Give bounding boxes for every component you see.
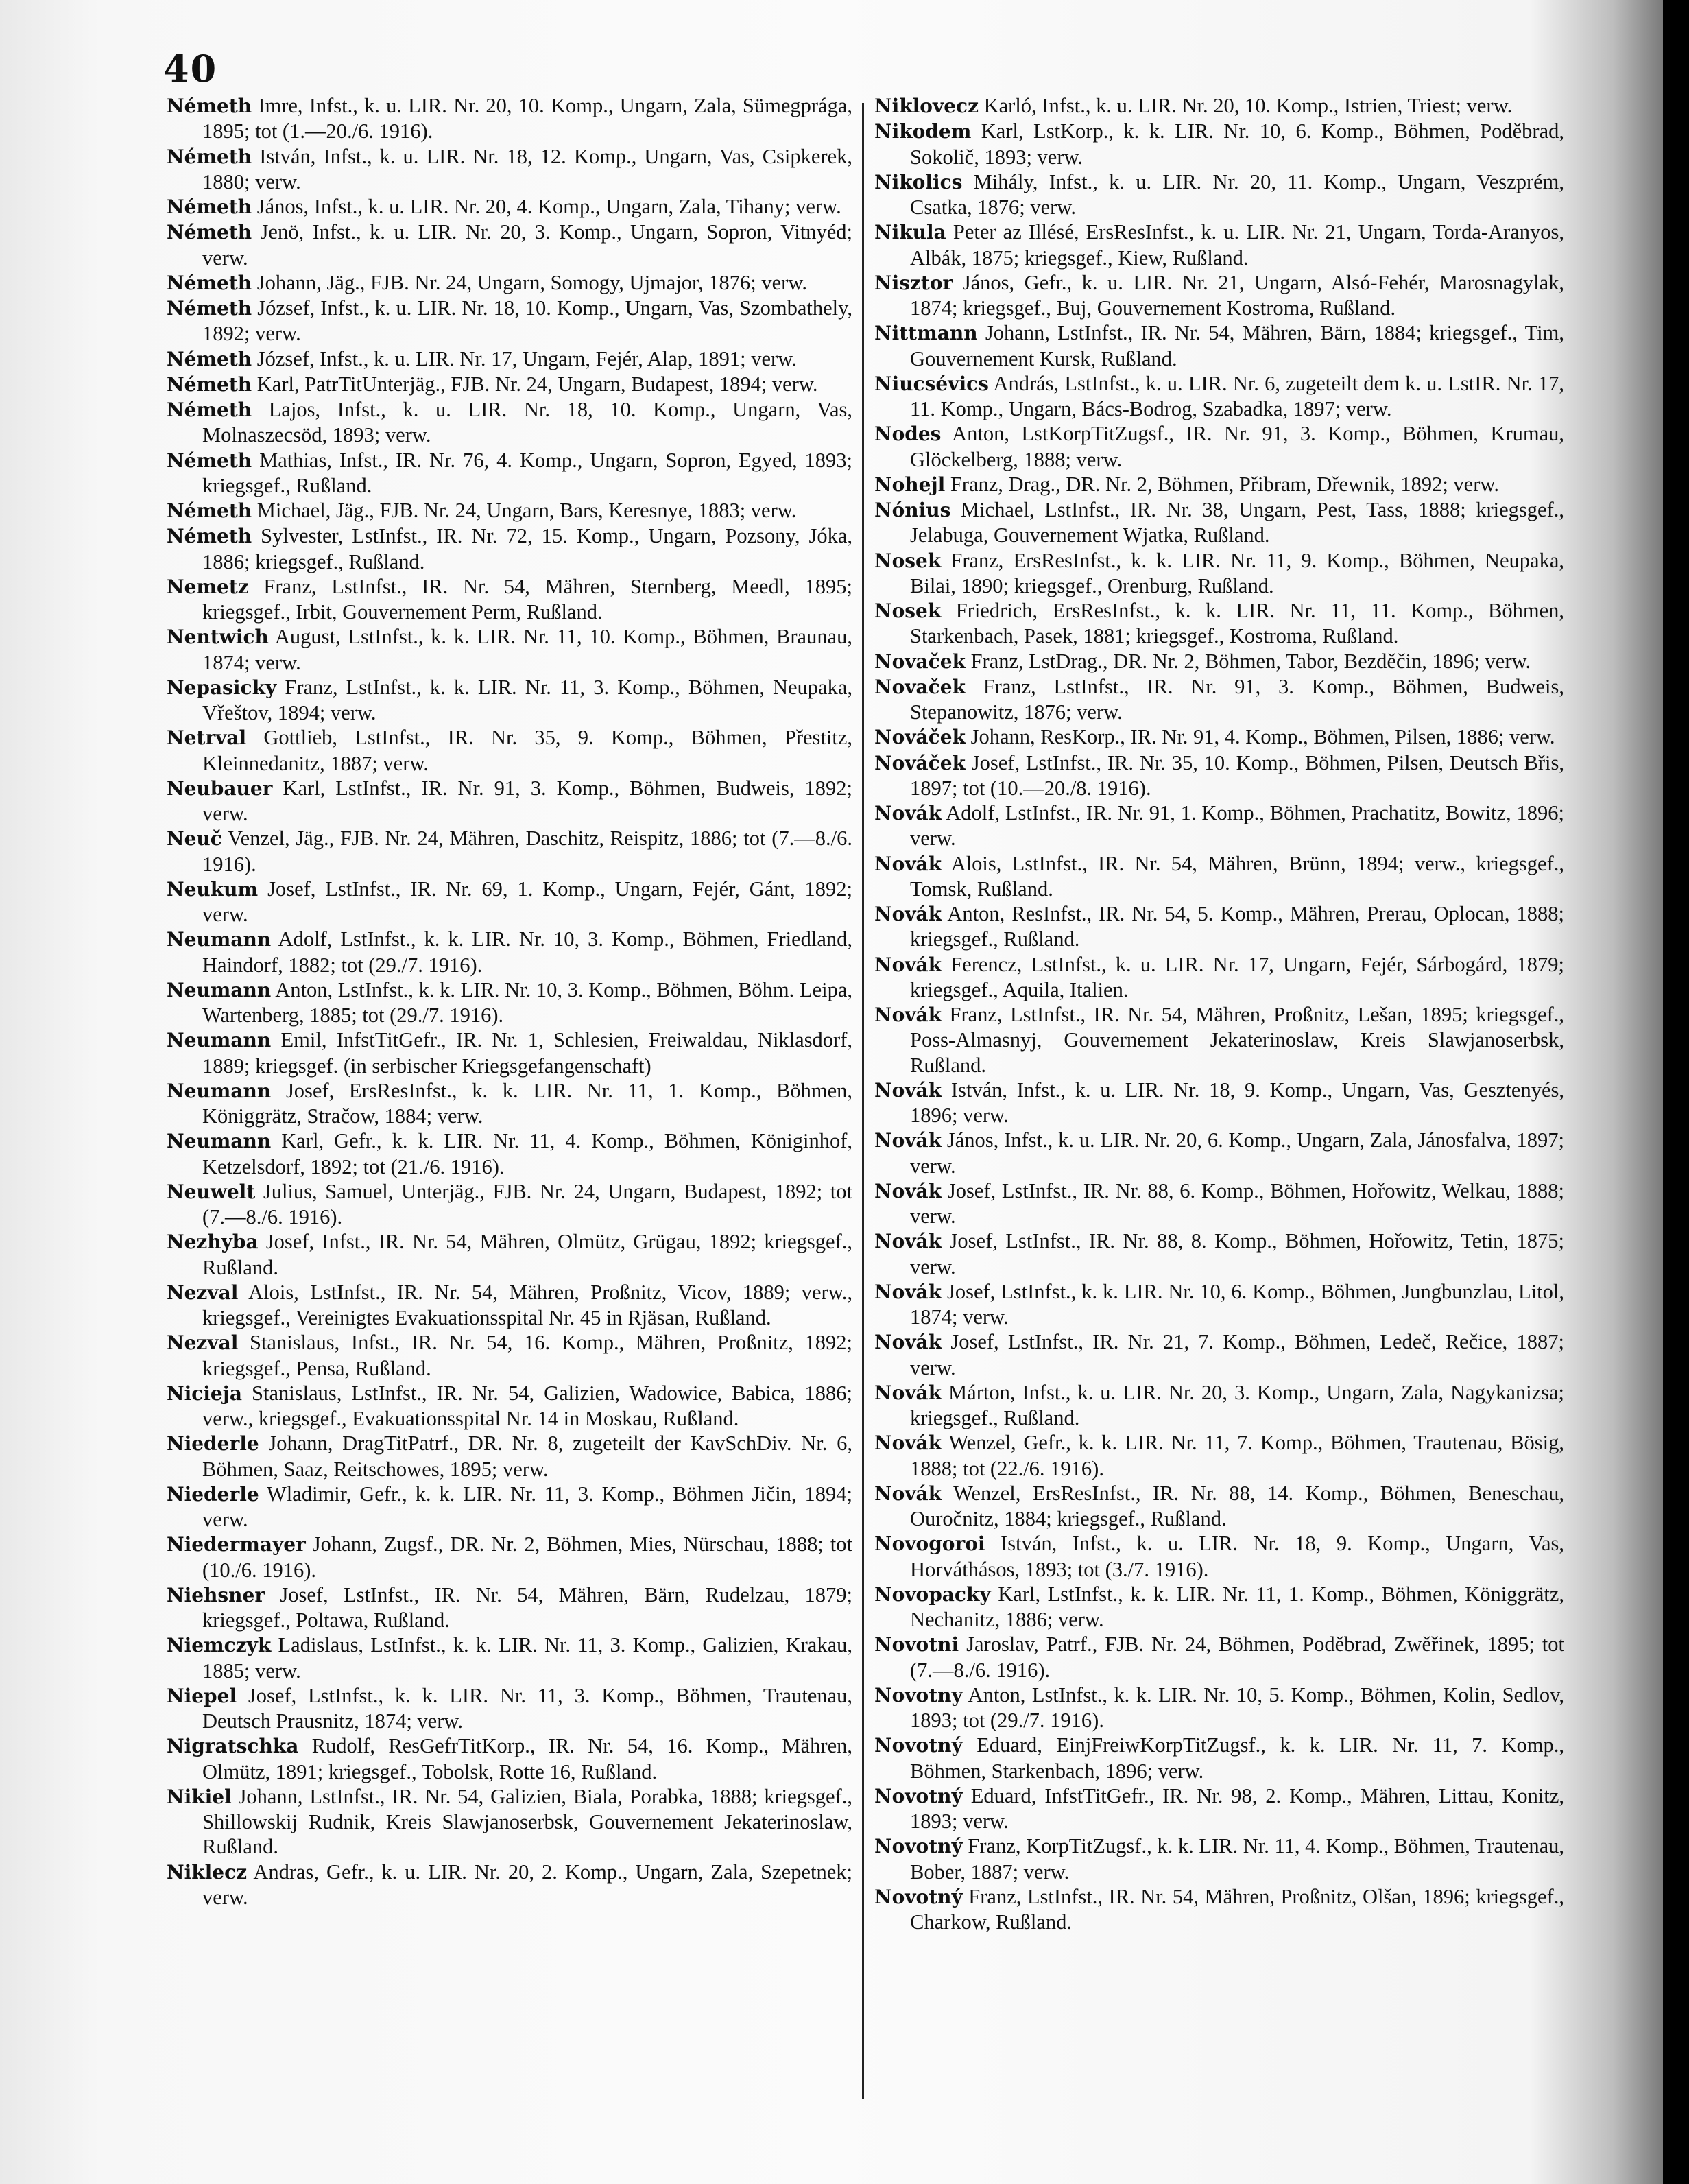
casualty-entry — [874, 1178, 1564, 1229]
casualty-entry — [167, 1582, 852, 1633]
casualty-entry — [167, 346, 852, 372]
entry-details: Márton, Infst., k. u. LIR. Nr. 20, 3. Komp., Ungarn, Zala, Nagykanizsa; kriegsgef., Rußland. — [910, 1380, 1564, 1429]
entry-details: August, LstInfst., k. k. LIR. Nr. 11, 10. Komp., Böhmen, Braunau, 1874; verw. — [202, 625, 852, 674]
casualty-entry — [167, 194, 852, 219]
entry-details: Adolf, LstInfst., IR. Nr. 91, 1. Komp., Böhmen, Prachatitz, Bowitz, 1896; verw. — [910, 801, 1564, 851]
entry-surname: Novogoroi — [874, 1532, 985, 1556]
casualty-entry — [874, 119, 1564, 169]
entry-details: Karl, PatrTitUnterjäg., FJB. Nr. 24, Ungarn, Budapest, 1894; verw. — [252, 372, 818, 396]
entry-details: János, Infst., k. u. LIR. Nr. 20, 6. Komp., Ungarn, Zala, Jánosfalva, 1897; verw. — [910, 1128, 1564, 1178]
entry-surname: Nemetz — [167, 575, 249, 598]
casualty-entry — [167, 498, 852, 523]
casualty-entry — [874, 472, 1564, 497]
entry-surname: Nicieja — [167, 1381, 243, 1405]
entry-details: Franz, LstInfst., k. k. LIR. Nr. 11, 3. Komp., Böhmen, Neupaka, Vřeštov, 1894; verw. — [202, 675, 852, 724]
entry-surname: Nezhyba — [167, 1231, 259, 1254]
casualty-entry — [874, 901, 1564, 952]
casualty-entry — [167, 144, 852, 195]
entry-details: Sylvester, LstInfst., IR. Nr. 72, 15. Komp., Ungarn, Pozsony, Jóka, 1886; kriegsgef., Rußland. — [202, 524, 852, 573]
entry-details: Ferencz, LstInfst., k. u. LIR. Nr. 17, Ungarn, Fejér, Sárbogárd, 1879; kriegsgef., Aquila, Italien. — [910, 952, 1564, 1001]
casualty-entry — [167, 523, 852, 574]
entry-surname: Nepasicky — [167, 676, 277, 699]
entry-surname: Novák — [874, 953, 942, 976]
casualty-entry — [874, 1783, 1564, 1834]
casualty-entry — [167, 1028, 852, 1078]
casualty-entry — [874, 750, 1564, 801]
entry-details: István, Infst., k. u. LIR. Nr. 18, 12. Komp., Ungarn, Vas, Csipkerek, 1880; verw. — [202, 144, 852, 193]
entry-surname: Novák — [874, 852, 942, 875]
casualty-entry — [874, 270, 1564, 321]
entry-surname: Niklovecz — [874, 95, 979, 117]
entry-details: Mihály, Infst., k. u. LIR. Nr. 20, 11. Komp., Ungarn, Veszprém, Csatka, 1876; verw. — [910, 169, 1564, 219]
entry-details: Ladislaus, LstInfst., k. k. LIR. Nr. 11, 3. Komp., Galizien, Krakau, 1885; verw. — [202, 1633, 852, 1683]
casualty-entry — [874, 1632, 1564, 1683]
entry-details: Wenzel, Gefr., k. k. LIR. Nr. 11, 7. Komp., Böhmen, Trautenau, Bösig, 1888; tot (22./6. 1916). — [910, 1431, 1564, 1480]
entry-details: Wenzel, ErsResInfst., IR. Nr. 88, 14. Komp., Böhmen, Beneschau, Ouročnitz, 1884; kriegsgef., Rußland. — [910, 1481, 1564, 1530]
entry-surname: Niederle — [167, 1432, 259, 1456]
entry-surname: Novák — [874, 1078, 942, 1102]
casualty-entry — [874, 219, 1564, 270]
casualty-entry — [167, 1179, 852, 1230]
entry-surname: Nováček — [874, 726, 966, 749]
entry-surname: Neuč — [167, 827, 222, 851]
entry-surname: Novotný — [874, 1835, 963, 1858]
right-column — [874, 93, 1564, 2151]
entry-surname: Novák — [874, 1129, 942, 1152]
casualty-entry — [874, 548, 1564, 599]
entry-surname: Neumann — [167, 1029, 272, 1052]
entry-details: Jaroslav, Patrf., FJB. Nr. 24, Böhmen, Poděbrad, Zwěřinek, 1895; tot (7.—8./6. 1916). — [910, 1633, 1564, 1682]
entry-surname: Neukum — [167, 877, 259, 901]
entry-surname: Netrval — [167, 726, 247, 750]
casualty-entry — [874, 1430, 1564, 1481]
casualty-entry — [167, 397, 852, 448]
casualty-entry — [167, 675, 852, 726]
casualty-entry — [874, 1329, 1564, 1380]
entry-details: Franz, KorpTitZugsf., k. k. LIR. Nr. 11, 4. Komp., Böhmen, Trautenau, Bober, 1887; verw. — [910, 1834, 1564, 1884]
entry-surname: Németh — [167, 525, 252, 548]
entry-surname: Németh — [167, 399, 252, 421]
entry-surname: Novák — [874, 1482, 942, 1505]
entry-surname: Novotný — [874, 1784, 963, 1807]
casualty-entry — [167, 1784, 852, 1860]
entry-surname: Németh — [167, 449, 252, 472]
entry-details: János, Gefr., k. u. LIR. Nr. 21, Ungarn, Alsó-Fehér, Marosnagylak, 1874; kriegsgef., Buj, Gouvernement Kostroma, Rußland. — [910, 270, 1564, 320]
casualty-entry — [874, 1884, 1564, 1935]
casualty-entry — [874, 1481, 1564, 1532]
entry-details: István, Infst., k. u. LIR. Nr. 18, 9. Komp., Ungarn, Vas, Horváthásos, 1893; tot (3./7. 1916). — [910, 1532, 1564, 1581]
casualty-entry — [874, 674, 1564, 725]
casualty-entry — [167, 1381, 852, 1432]
entry-details: Josef, LstInfst., IR. Nr. 88, 6. Komp., Böhmen, Hořowitz, Welkau, 1888; verw. — [910, 1178, 1564, 1228]
entry-surname: Nittmann — [874, 322, 978, 345]
entry-details: Andras, Gefr., k. u. LIR. Nr. 20, 2. Komp., Ungarn, Zala, Szepetnek; verw. — [202, 1860, 852, 1909]
entry-surname: Neubauer — [167, 776, 273, 800]
casualty-entry — [874, 1582, 1564, 1633]
casualty-entry — [874, 1279, 1564, 1330]
entry-details: Alois, LstInfst., IR. Nr. 54, Mähren, Proßnitz, Vicov, 1889; verw., kriegsgef., Vereinigtes Evakuationsspital Nr. 45 in Rjäsan, Rußland. — [202, 1280, 852, 1329]
casualty-entry — [167, 1078, 852, 1129]
casualty-entry — [874, 649, 1564, 674]
casualty-entry — [167, 1431, 852, 1482]
entry-surname: Novopacky — [874, 1582, 991, 1606]
casualty-entry — [874, 724, 1564, 750]
entry-details: Karl, LstInfst., k. k. LIR. Nr. 11, 1. Komp., Böhmen, Königgrätz, Nechanitz, 1886; verw. — [910, 1582, 1564, 1631]
entry-details: Franz, LstDrag., DR. Nr. 2, Böhmen, Tabor, Bezděčin, 1896; verw. — [965, 649, 1531, 673]
casualty-entry — [167, 1330, 852, 1381]
entry-surname: Németh — [167, 221, 252, 244]
entry-details: Anton, ResInfst., IR. Nr. 54, 5. Komp., Mähren, Prerau, Oplocan, 1888; kriegsgef., Rußland. — [910, 902, 1564, 951]
entry-surname: Nisztor — [874, 271, 953, 294]
left-column — [167, 93, 852, 2151]
entry-surname: Novák — [874, 1179, 942, 1202]
casualty-entry — [874, 598, 1564, 649]
entry-surname: Neumann — [167, 1130, 272, 1153]
entry-surname: Németh — [167, 271, 252, 294]
entry-details: Anton, LstInfst., k. k. LIR. Nr. 10, 5. Komp., Böhmen, Kolin, Sedlov, 1893; tot (29./7. 1916). — [910, 1683, 1564, 1732]
casualty-entry — [167, 448, 852, 499]
casualty-entry — [874, 1228, 1564, 1279]
entry-details: Lajos, Infst., k. u. LIR. Nr. 18, 10. Komp., Ungarn, Vas, Molnaszecsöd, 1893; verw. — [202, 398, 852, 447]
entry-surname: Nónius — [874, 499, 951, 521]
entry-surname: Németh — [167, 145, 252, 168]
entry-surname: Nosek — [874, 549, 942, 572]
casualty-entry — [874, 1078, 1564, 1128]
entry-surname: Németh — [167, 499, 252, 522]
entry-surname: Nohejl — [874, 473, 946, 496]
entry-details: József, Infst., k. u. LIR. Nr. 18, 10. Komp., Ungarn, Vas, Szombathely, 1892; verw. — [202, 296, 852, 346]
entry-surname: Novotny — [874, 1683, 963, 1707]
casualty-entry — [167, 270, 852, 296]
entry-surname: Nodes — [874, 423, 942, 446]
casualty-entry — [167, 776, 852, 827]
casualty-entry — [167, 1229, 852, 1280]
entry-surname: Nigratschka — [167, 1735, 299, 1758]
entry-surname: Nentwich — [167, 626, 269, 649]
casualty-entry — [167, 624, 852, 675]
entry-surname: Novotný — [874, 1734, 963, 1757]
casualty-entry — [874, 952, 1564, 1003]
casualty-entry — [167, 725, 852, 776]
entry-surname: Neuwelt — [167, 1180, 256, 1203]
entry-details: Johann, ResKorp., IR. Nr. 91, 4. Komp., Böhmen, Pilsen, 1886; verw. — [965, 725, 1555, 749]
entry-details: Karl, LstInfst., IR. Nr. 91, 3. Komp., Böhmen, Budweis, 1892; verw. — [202, 776, 852, 825]
casualty-entry — [167, 1532, 852, 1582]
entry-details: Franz, LstInfst., IR. Nr. 54, Mähren, Proßnitz, Lešan, 1895; kriegsgef., Poss-Almasnyj, Gouvernement Jekaterinoslaw, Kreis Slawjanoserbsk, Rußland. — [910, 1003, 1564, 1077]
entry-details: István, Infst., k. u. LIR. Nr. 18, 9. Komp., Ungarn, Vas, Gesztenyés, 1896; verw. — [910, 1078, 1564, 1127]
casualty-entry — [167, 826, 852, 877]
entry-surname: Nezval — [167, 1331, 239, 1355]
entry-details: Johann, Zugsf., DR. Nr. 2, Böhmen, Mies, Nürschau, 1888; tot (10./6. 1916). — [202, 1532, 852, 1582]
entry-details: Karl, LstKorp., k. k. LIR. Nr. 10, 6. Komp., Böhmen, Poděbrad, Sokolič, 1893; verw. — [910, 119, 1564, 169]
casualty-entry — [167, 372, 852, 397]
entry-surname: Németh — [167, 297, 252, 320]
entry-surname: Novaček — [874, 675, 966, 698]
entry-details: Mathias, Infst., IR. Nr. 76, 4. Komp., Ungarn, Sopron, Egyed, 1893; kriegsgef., Rußland. — [202, 448, 852, 497]
entry-surname: Novák — [874, 903, 942, 925]
page-number: 40 — [163, 47, 218, 91]
entry-details: Josef, LstInfst., k. k. LIR. Nr. 11, 3. Komp., Böhmen, Trautenau, Deutsch Prausnitz, 1874; verw. — [202, 1683, 852, 1733]
entry-surname: Neumann — [167, 1079, 272, 1102]
entry-details: Alois, LstInfst., IR. Nr. 54, Mähren, Brünn, 1894; verw., kriegsgef., Tomsk, Rußland. — [910, 851, 1564, 901]
entry-details: Josef, LstInfst., IR. Nr. 69, 1. Komp., Ungarn, Fejér, Gánt, 1892; verw. — [202, 877, 852, 926]
entry-details: Michael, Jäg., FJB. Nr. 24, Ungarn, Bars, Keresnye, 1883; verw. — [252, 499, 797, 522]
casualty-entry — [874, 1733, 1564, 1783]
casualty-entry — [874, 93, 1564, 119]
casualty-entry — [874, 1380, 1564, 1431]
entry-surname: Niepel — [167, 1684, 237, 1707]
entry-details: Anton, LstKorpTitZugsf., IR. Nr. 91, 3. Komp., Böhmen, Krumau, Glöckelberg, 1888; verw. — [910, 422, 1564, 471]
entry-surname: Novák — [874, 1381, 942, 1404]
casualty-entry — [874, 800, 1564, 851]
entry-details: Franz, LstInfst., IR. Nr. 91, 3. Komp., Böhmen, Budweis, Stepanowitz, 1876; verw. — [910, 674, 1564, 724]
entry-surname: Nikula — [874, 221, 946, 244]
entry-details: Franz, Drag., DR. Nr. 2, Böhmen, Přibram, Dřewnik, 1892; verw. — [945, 472, 1500, 496]
entry-details: Franz, ErsResInfst., k. k. LIR. Nr. 11, 9. Komp., Böhmen, Neupaka, Bilai, 1890; kriegsgef., Orenburg, Rußland. — [910, 548, 1564, 597]
casualty-entry — [167, 1633, 852, 1683]
casualty-entry — [167, 877, 852, 927]
entry-surname: Novák — [874, 1004, 942, 1026]
entry-surname: Novák — [874, 1331, 942, 1354]
casualty-entry — [874, 371, 1564, 422]
casualty-entry — [167, 1128, 852, 1179]
casualty-entry — [167, 574, 852, 625]
entry-details: Emil, InfstTitGefr., IR. Nr. 1, Schlesien, Freiwaldau, Niklasdorf, 1889; kriegsgef. (in serbischer Kriegsgefangenschaft) — [202, 1028, 852, 1078]
entry-surname: Németh — [167, 347, 252, 370]
casualty-entry — [167, 1733, 852, 1784]
entry-details: Rudolf, ResGefrTitKorp., IR. Nr. 54, 16. Komp., Mähren, Olmütz, 1891; kriegsgef., Tobolsk, Rotte 16, Rußland. — [202, 1734, 852, 1783]
casualty-entry — [874, 1128, 1564, 1178]
entry-details: Friedrich, ErsResInfst., k. k. LIR. Nr. 11, 11. Komp., Böhmen, Starkenbach, Pasek, 1881; kriegsgef., Kostroma, Rußland. — [910, 599, 1564, 648]
entry-details: Josef, ErsResInfst., k. k. LIR. Nr. 11, 1. Komp., Böhmen, Königgrätz, Stračow, 1884; verw. — [202, 1078, 852, 1128]
entry-surname: Niemczyk — [167, 1634, 272, 1657]
casualty-entry — [874, 1683, 1564, 1733]
entry-details: Josef, LstInfst., IR. Nr. 35, 10. Komp., Böhmen, Pilsen, Deutsch Břis, 1897; tot (10.—20./8. 1916). — [910, 750, 1564, 800]
entry-details: Josef, LstInfst., IR. Nr. 21, 7. Komp., Böhmen, Ledeč, Rečice, 1887; verw. — [910, 1330, 1564, 1379]
entry-details: Imre, Infst., k. u. LIR. Nr. 20, 10. Komp., Ungarn, Zala, Sümegprága, 1895; tot (1.—20./6. 1916). — [202, 94, 852, 143]
entry-details: Josef, LstInfst., IR. Nr. 54, Mähren, Bärn, Rudelzau, 1879; kriegsgef., Poltawa, Rußland. — [202, 1582, 852, 1632]
entry-details: Eduard, EinjFreiwKorpTitZugsf., k. k. LIR. Nr. 11, 7. Komp., Böhmen, Starkenbach, 1896; verw. — [910, 1733, 1564, 1783]
entry-surname: Novák — [874, 1280, 942, 1303]
entry-surname: Novák — [874, 802, 942, 824]
entry-details: Josef, Infst., IR. Nr. 54, Mähren, Olmütz, Grügau, 1892; kriegsgef., Rußland. — [202, 1230, 852, 1279]
casualty-entry — [874, 1833, 1564, 1884]
casualty-entry — [167, 296, 852, 346]
entry-details: Franz, LstInfst., IR. Nr. 54, Mähren, Sternberg, Meedl, 1895; kriegsgef., Irbit, Gouvernement Perm, Rußland. — [202, 574, 852, 624]
casualty-entry — [874, 1531, 1564, 1582]
casualty-entry — [167, 1683, 852, 1734]
entry-surname: Németh — [167, 195, 252, 218]
entry-surname: Novotný — [874, 1885, 963, 1908]
entry-surname: Niklecz — [167, 1860, 248, 1884]
casualty-entry — [167, 219, 852, 270]
entry-details: Stanislaus, Infst., IR. Nr. 54, 16. Komp., Mähren, Proßnitz, 1892; kriegsgef., Pensa, Rußland. — [202, 1331, 852, 1380]
entry-surname: Nováček — [874, 751, 966, 774]
entry-details: Peter az Illésé, ErsResInfst., k. u. LIR. Nr. 21, Ungarn, Torda-Aranyos, Albák, 1875; kriegsgef., Kiew, Rußland. — [910, 220, 1564, 270]
entry-details: Jenö, Infst., k. u. LIR. Nr. 20, 3. Komp., Ungarn, Sopron, Vitnyéd; verw. — [202, 220, 852, 270]
entry-surname: Nikodem — [874, 120, 972, 143]
casualty-entry — [167, 927, 852, 977]
casualty-entry — [874, 497, 1564, 548]
entry-surname: Neumann — [167, 978, 272, 1001]
entry-surname: Nikolics — [874, 170, 963, 193]
entry-surname: Nosek — [874, 600, 942, 622]
entry-details: Stanislaus, LstInfst., IR. Nr. 54, Galizien, Wadowice, Babica, 1886; verw., kriegsgef., Evakuationsspital Nr. 14 in Moskau, Rußland. — [202, 1381, 852, 1430]
casualty-entry — [167, 1280, 852, 1331]
entry-surname: Novák — [874, 1230, 942, 1253]
entry-surname: Neumann — [167, 928, 272, 951]
casualty-entry — [167, 1482, 852, 1532]
entry-details: Michael, LstInfst., IR. Nr. 38, Ungarn, Pest, Tass, 1888; kriegsgef., Jelabuga, Gouvernement Wjatka, Rußland. — [910, 498, 1564, 547]
casualty-entry — [167, 93, 852, 144]
entry-details: Johann, Jäg., FJB. Nr. 24, Ungarn, Somogy, Ujmajor, 1876; verw. — [252, 270, 807, 294]
entry-surname: Novaček — [874, 650, 966, 673]
casualty-entry — [167, 1860, 852, 1910]
entry-details: Karl, Gefr., k. k. LIR. Nr. 11, 4. Komp., Böhmen, Königinhof, Ketzelsdorf, 1892; tot (21./6. 1916). — [202, 1129, 852, 1178]
entry-details: Josef, LstInfst., IR. Nr. 88, 8. Komp., Böhmen, Hořowitz, Tetin, 1875; verw. — [910, 1229, 1564, 1279]
casualty-entry — [874, 851, 1564, 902]
entry-details: Johann, LstInfst., IR. Nr. 54, Mähren, Bärn, 1884; kriegsgef., Tim, Gouvernement Kursk, Rußland. — [910, 321, 1564, 370]
casualty-entry — [874, 421, 1564, 472]
entry-surname: Novotni — [874, 1633, 959, 1657]
entry-surname: Nikiel — [167, 1785, 232, 1808]
casualty-entry — [874, 1002, 1564, 1078]
entry-details: Johann, DragTitPatrf., DR. Nr. 8, zugeteilt der KavSchDiv. Nr. 6, Böhmen, Saaz, Reitschowes, 1895; verw. — [202, 1432, 852, 1481]
entry-details: Gottlieb, LstInfst., IR. Nr. 35, 9. Komp., Böhmen, Přestitz, Kleinnedanitz, 1887; verw. — [202, 726, 852, 775]
entry-details: Adolf, LstInfst., k. k. LIR. Nr. 10, 3. Komp., Böhmen, Friedland, Haindorf, 1882; tot (29./7. 1916). — [202, 927, 852, 977]
entry-surname: Niederle — [167, 1482, 259, 1506]
entry-surname: Németh — [167, 372, 252, 396]
entry-details: Eduard, InfstTitGefr., IR. Nr. 98, 2. Komp., Mähren, Littau, Konitz, 1893; verw. — [910, 1783, 1564, 1833]
entry-details: Karló, Infst., k. u. LIR. Nr. 20, 10. Komp., Istrien, Triest; verw. — [978, 94, 1513, 117]
entry-details: Venzel, Jäg., FJB. Nr. 24, Mähren, Daschitz, Reispitz, 1886; tot (7.—8./6. 1916). — [202, 827, 852, 876]
entry-details: Franz, LstInfst., IR. Nr. 54, Mähren, Proßnitz, Olšan, 1896; kriegsgef., Charkow, Rußland. — [910, 1884, 1564, 1934]
column-divider — [862, 103, 864, 2099]
casualty-entry — [874, 169, 1564, 220]
entry-details: Julius, Samuel, Unterjäg., FJB. Nr. 24, Ungarn, Budapest, 1892; tot (7.—8./6. 1916). — [202, 1179, 852, 1228]
entry-surname: Németh — [167, 95, 252, 117]
casualty-entry — [874, 320, 1564, 371]
entry-surname: Niedermayer — [167, 1533, 306, 1556]
entry-details: Johann, LstInfst., IR. Nr. 54, Galizien, Biala, Porabka, 1888; kriegsgef., Shillowskij Rudnik, Kreis Slawjanoserbsk, Gouvernement Jekaterinoslaw, Rußland. — [202, 1784, 852, 1859]
entry-surname: Niucsévics — [874, 372, 989, 395]
entry-details: János, Infst., k. u. LIR. Nr. 20, 4. Komp., Ungarn, Zala, Tihany; verw. — [252, 195, 841, 218]
casualty-entry — [167, 977, 852, 1028]
entry-details: József, Infst., k. u. LIR. Nr. 17, Ungarn, Fejér, Alap, 1891; verw. — [252, 346, 797, 370]
entry-surname: Novák — [874, 1432, 942, 1455]
entry-details: András, LstInfst., k. u. LIR. Nr. 6, zugeteilt dem k. u. LstIR. Nr. 17, 11. Komp., Ungarn, Bács-Bodrog, Szabadka, 1897; verw. — [910, 371, 1564, 420]
entry-surname: Niehsner — [167, 1583, 265, 1606]
entry-surname: Nezval — [167, 1281, 239, 1304]
entry-details: Josef, LstInfst., k. k. LIR. Nr. 10, 6. Komp., Böhmen, Jungbunzlau, Litol, 1874; verw. — [910, 1279, 1564, 1329]
entry-details: Anton, LstInfst., k. k. LIR. Nr. 10, 3. Komp., Böhmen, Böhm. Leipa, Wartenberg, 1885; tot (29./7. 1916). — [202, 977, 852, 1027]
entry-details: Wladimir, Gefr., k. k. LIR. Nr. 11, 3. Komp., Böhmen Jičin, 1894; verw. — [202, 1482, 852, 1531]
